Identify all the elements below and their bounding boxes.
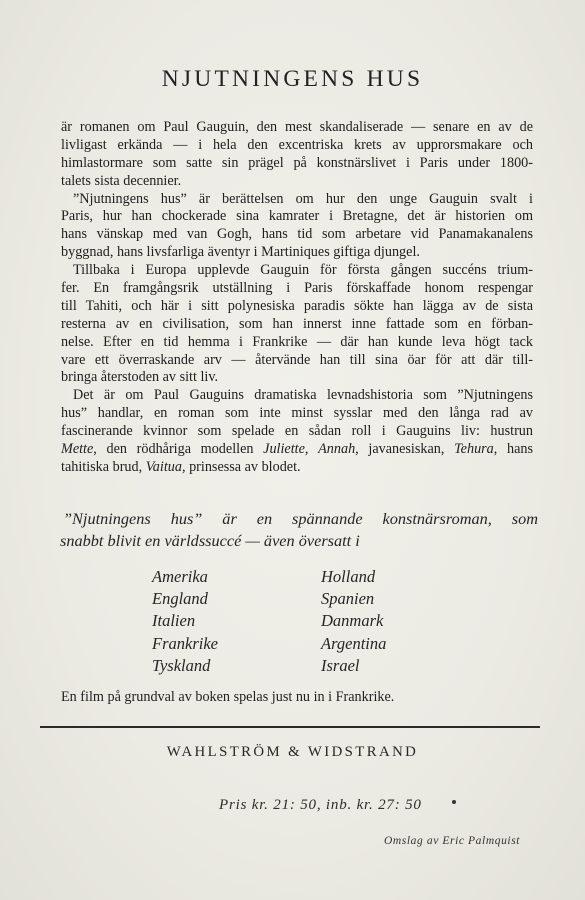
name-annah: Annah (318, 441, 356, 458)
body-text-segment: , prinsessa av blodet. (181, 458, 301, 475)
book-title: NJUTNINGENS HUS (161, 66, 424, 92)
body-line-mixed (61, 441, 533, 459)
cover-credit: Omslag av Eric Palmquist (384, 835, 521, 847)
body-line: vare ett överraskande arv — återvände han till sina öar för att där till- (61, 351, 533, 368)
name-tehura: Tehura (454, 441, 494, 458)
country-name: Spanien (321, 589, 375, 609)
country-name: England (152, 589, 208, 609)
divider-rule (40, 726, 540, 728)
countries-column-left (152, 566, 302, 677)
body-line: talets sista decennier. (61, 172, 182, 189)
country-name: Tyskland (152, 655, 211, 675)
publisher-name: WAHLSTRÖM & WIDSTRAND (166, 744, 419, 760)
body-line: hus” handlar, en roman som inte minst sysslar med den långa rad av (61, 405, 533, 422)
body-text-segment: , hans (493, 441, 533, 458)
name-vaitua: Vaitua (145, 458, 182, 475)
film-note: En film på grundval av boken spelas just nu in i Frankrike. (61, 689, 395, 705)
country-name: Frankrike (152, 633, 218, 653)
body-line: hans vänskap med van Gogh, hans tid som arbetare vid Panamakanalens (61, 226, 533, 243)
body-line: himlastormare som satte sin prägel på konstnärslivet i Paris under 1800- (61, 154, 533, 171)
body-line: livligast erkända — i hela den excentriska krets av upprorsmakare och (61, 136, 533, 153)
country-name: Argentina (321, 633, 387, 653)
promo-statement (60, 508, 538, 552)
body-line: fascinerande kvinnor som spelade en sådan roll i Gauguins liv: hustrun (61, 423, 533, 440)
name-mette: Mette (61, 441, 94, 458)
country-name: Italien (152, 611, 196, 631)
price-line: Pris kr. 21: 50, inb. kr. 27: 50 (219, 797, 422, 813)
body-line-mixed (61, 459, 533, 477)
name-juliette: Juliette (263, 441, 305, 458)
body-line: resterna av en civilisation, som han innerst inne fattade som en förban- (61, 315, 533, 332)
body-line: Det är om Paul Gauguins dramatiska levnadshistoria som ”Njutningens (73, 387, 533, 404)
country-name: Holland (321, 567, 376, 586)
body-line: Paris, hur han chockerade sina kamrater i Bretagne, det är historien om (61, 208, 533, 225)
description-body (61, 119, 533, 477)
body-line: fer. En framgångsrik utställning i Paris förskaffade honom respengar (61, 280, 533, 297)
promo-line: snabbt blivit en världssuccé — även översatt i (60, 531, 360, 550)
body-line: bringa återstoden av sitt liv. (61, 369, 219, 386)
body-line: till Tahiti, och här i sitt polynesiska paradis sökte han lägga av de sista (61, 297, 533, 314)
country-name: Israel (321, 655, 360, 675)
countries-column-right (321, 566, 471, 677)
body-text-segment: , den rödhåriga modellen (93, 441, 264, 458)
ink-speck (452, 800, 456, 804)
country-name: Danmark (321, 611, 384, 631)
body-line: nelse. Efter en tid hemma i Frankrike — där han kunde leva högt tack (61, 333, 533, 350)
body-text-segment: , javanesiskan, (355, 441, 455, 458)
country-name: Amerika (152, 567, 208, 586)
body-text-segment: tahitiska brud, (61, 458, 146, 475)
body-line: Tillbaka i Europa upplevde Gauguin för första gången succéns trium- (73, 262, 533, 279)
body-line: är romanen om Paul Gauguin, den mest skandaliserade — senare en av de (61, 119, 533, 135)
promo-line: ”Njutningens hus” är en spännande konstnärsroman, som (63, 509, 538, 528)
body-line: byggnad, hans livsfarliga äventyr i Martiniques giftiga djungel. (61, 244, 420, 261)
body-text-segment: , (304, 441, 319, 458)
body-line: ”Njutningens hus” är berättelsen om hur den unge Gauguin svalt i (73, 190, 533, 207)
